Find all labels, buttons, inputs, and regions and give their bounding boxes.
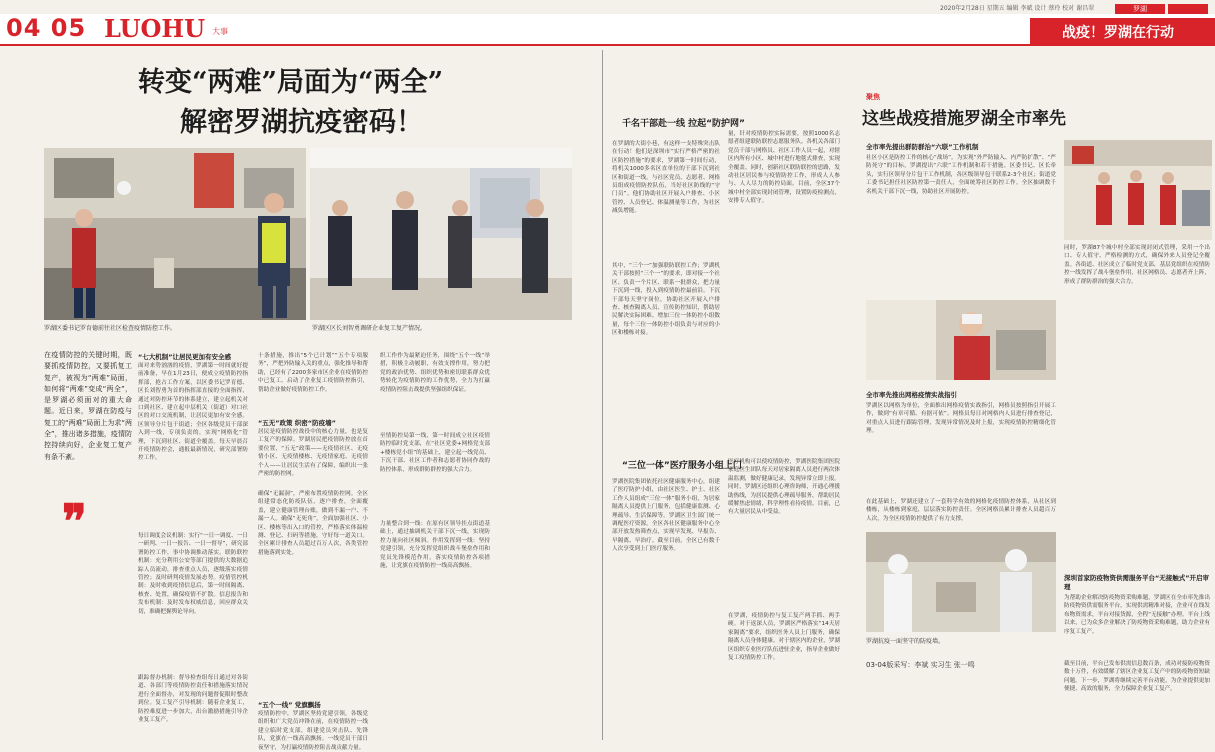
- right-column-3: 为帮助企业解决防疫物资采购难题，罗湖区在全市率先推出防疫物资供需服务平台，实现供需精准对接，企业可在线发布物资需求，平台对接货源，全程“无接触”办理。平台上线以来，已为众多企业解决了防疫物资采购难题，助力企业有序复工复产。: [1064, 595, 1210, 635]
- middle-column-1: 在罗湖的大街小巷，有这样一支特殊突击队在行动！他们是深圳市“实行严格严密的社区防控措施”的要求，罗湖第一时间行动，将机关1000多名区直单位的干部下沉到社区和街道一线，与社区党员、志愿者、网格员组成疫情防控队伍，当好社区防线的“守门员”。他们协助社区开展入户排查、小区管控、人员登记、体温测量等工作，为社区减负增能。: [612, 141, 720, 215]
- subhead-five-frontlines: “五个一线” 党旗飘扬: [258, 701, 321, 709]
- article-column-3c: 力量整合到一线：在原有区领导挂点街道基础上，通过抽调机关干部下沉一线，实现防控力量向社区倾斜。作用发挥到一线：坚持党建引领，充分发挥党组织战斗堡垒作用和党员先锋模范作用，落实疫情防控各项措施，让党旗在疫情防控一线高高飘扬。: [380, 521, 490, 570]
- article-column-2b: 居民是疫情防控战役中的核心力量，也是复工复产的保障。罗湖居民把疫情防控放在首要位置，“五无”政策——无疫情社区、无疫情小区、无疫情楼栋、无疫情家庭、无疫情个人——让居民生活有了保障，编织出一张严密的防控网。: [258, 429, 368, 478]
- right-column-1a: 社区小区是防控工作的核心“战场”。为实现“外严防输入、内严防扩散”、“严防死守”的目标，罗湖提出“六联”工作机制和若干措施。区委书记、区长牵头，实行区领导分片包干工作机制，各区级领导包干联系2-3个社区；街道党工委书记担任社区防控第一责任人，全面统筹社区防控工作。全区抽调数千名机关干部下沉一线，协助社区开展防控。: [866, 155, 1056, 195]
- photo-community-volunteers: [1064, 140, 1212, 240]
- newspaper-logo: 罗湖: [1115, 4, 1165, 14]
- photo-medical-worker: [866, 300, 1056, 380]
- right-column-2a: 罗湖区以网格为单位，全面推出网格疫情实战指引，网格员按照指引开展工作，做到“有章可循、有据可依”。网格员每日对网格内人员进行排查登记，对重点人员进行跟踪管理，发现异常情况及时上报，实现疫情防控精细化管理。: [866, 403, 1056, 435]
- subhead-five-no-policy: “五无”政策 织密“防疫墙”: [258, 419, 336, 427]
- middle-column-4: 罗湖医院集团依托社区健康服务中心，组建了医疗防护小组，由社区医生、护士、社区工作人员组成“三位一体”服务小组，为居家隔离人员提供上门服务，包括健康监测、心理疏导、生活保障等。罗湖区卫生部门统一调配医疗资源，全区各社区健康服务中心全部开放发热筛查点，实现早发现、早报告、早隔离、早治疗。截至目前，全区已有数千人次享受到上门医疗服务。: [612, 479, 720, 553]
- article-column-2a: 十条措施，推出“5个已计划”“五个专项服务”，严把外防输入关的重点，强化推导和帮助，已经有了2200多家市区企业在疫情防控中已复工。启动了企业复工疫情防控指引，帮助企业做好疫情防控工作。: [258, 353, 368, 393]
- middle-column-6: 在罗湖，疫情防控与复工复产两手抓、两手硬。对于返深人员，罗湖区严格落实“14天居家隔离”要求，组织医务人员上门服务，确保隔离人员身体健康。对于辖区内的企业，罗湖区组织专业医疗队伍进驻企业，指导企业做好复工疫情防控工作。: [728, 613, 840, 662]
- subhead-seven-mechanisms: “七大机制”让居民更加有安全感: [138, 353, 232, 361]
- right-photo-caption: 罗湖抗疫一面坚守的防疫墙。: [866, 638, 945, 645]
- right-column-4: 截至目前，平台已发布供需信息数百条，成功对接防疫物资数十万件，有效缓解了辖区企业复工复产中的防疫物资短缺问题。下一步，罗湖将继续完善平台功能，为企业提供更加便捷、高效的服务，全力保障企业复工复产。: [1064, 661, 1210, 693]
- right-column-2b: 在此基础上，罗湖还建立了一套科学有效的网格化疫情防控体系，从社区到楼栋，从楼栋到家庭，层层落实防控责任。全区网格员累计排查人员超百万人次，为全区疫情防控提供了有力支撑。: [866, 499, 1056, 522]
- focus-label: 聚焦: [866, 93, 880, 101]
- logo-icon: [1168, 4, 1208, 14]
- section-tag: 大事: [212, 27, 228, 36]
- article-column-1a: 面对来势汹汹的疫情，罗湖第一时间就好提前准备，早在1月23日，便成立疫情防控指挥部，抢占工作方案，以区委书记罗育德、区长刘智勇为首的指挥部直接的全面指挥，通过对防控环节的体系建立，建立起机关对口到社区、建立起中层机关（街道）对口社区的对口交流机制，让居民更加有安全感。区领导分片包干街道；全区各级党员干部深入到一线，专项负责的，实现“网格化”管理，下沉到社区、街道全覆盖。每天早晨召开疫情防控会，通报最新情况，研究部署防控工作。: [138, 363, 248, 462]
- article-column-2d: 疫情防控中，罗湖区坚持党建引领，各级党组织和广大党员冲锋在前，在疫情防控一线建立临时党支部，组建党员突击队、先锋队，党旗在一线高高飘扬。一线党员干部日夜坚守，为打赢疫情防控阻击战贡献力量。: [258, 711, 368, 751]
- right-column-1b: 同时，罗湖87个城中村全部实现封闭式管理，采用一个出口、专人值守、严格检测的方式，确保外来人员登记全覆盖。各街道、社区成立了临时党支部，基层党组织在疫情防控一线发挥了战斗堡垒作用，社区网格员、志愿者齐上阵，形成了群防群治的强大合力。: [1064, 245, 1210, 285]
- right-headline: 这些战疫措施罗湖全市率先: [862, 109, 1066, 129]
- main-headline-line-1: 转变“两难”局面为“两全”: [138, 67, 444, 98]
- article-column-1c: 跟踪督办机制：督导检查组每日通过对各街道、各部门等疫情防控责任和措施落实情况进行全面督办，对发现的问题督促限时整改到位。复工复产引导机制：随着企业复工，防控难度进一步加大，出台激励措施引导企业复工复产。: [138, 675, 248, 724]
- article-column-1b: 每日调度会议机制：实行“一日一调度、一日一研判、一日一报告、一日一督导”，研究部署防控工作，事中协调推动落实。联防联控机制：充分利用公安等部门提供的大数据追踪人员流动，排查重点人员，逐级落实疫情管控；及时研判疫情发展态势。疫情管控机制：及时收到疫情信息后，第一时间隔离、核查、处置，确保疫情不扩散。信息报告和发布机制：及时发布权威信息，回应群众关切，准确把握舆论导向。: [138, 533, 248, 615]
- intro-text: 在疫情防控的关键时期，既要抓疫情防控，又要抓复工复产，被视为“两难”局面，如何将“两难”变成“两全”，是罗湖必须面对的重大命题。近日来，罗湖在防疫与复工的“两难”局面上为求“两全”，推出诸多措施，疫情防控持续向好，企业复工复产有条不紊。: [44, 351, 132, 461]
- subhead-six-links: 全市率先提出群防群治“六联”工作机制: [866, 143, 979, 151]
- middle-column-5: 医疗机构可以使疫情防控，罗湖医院集团医院家庭医生团队每天对居家隔离人员进行两次体温监测，做好健康记录，发现异常立即上报。同时，罗湖区还组织心理咨询师，开通心理援助热线，为居民提供心理疏导服务，帮助居民缓解焦虑情绪，科学理性看待疫情。目前，已有大量居民从中受益。: [728, 459, 840, 516]
- photo-party-secretary-inspection: [44, 148, 306, 320]
- article-column-2c: 确保“无漏洞”，严密布置疫情防控网。全区组建常态化防疫队伍，逐户排查，全面覆盖，建立健康管理台账，做到不漏一户、不漏一人。确保“无死角”，全面加强社区、小区、楼栋等出入口的管控，严格落实体温检测、登记、扫码等措施，守好每一道关口。全区累计排查人员超过百万人次，各类管控措施落到实处。: [258, 491, 368, 556]
- page-number: 04 05: [6, 14, 87, 42]
- subhead-grid-guide: 全市率先推出网格疫情实战指引: [866, 391, 957, 399]
- page-divider: [602, 50, 603, 740]
- banner-title: 战疫！罗湖在行动: [1062, 25, 1174, 41]
- quote-mark-icon: ❞: [62, 494, 87, 548]
- subhead-supply-platform: 深圳首家防疫物资供需服务平台“无接触式”开启审理: [1064, 574, 1210, 591]
- middle-column-2: 其中，“三个一”加强联防联控工作；罗湖机关干部按照“三个一”的要求，即对接一个社区、负责一个片区、联系一批群众，把力量下沉到一线，投入到疫情防控最前沿。下沉干部每天坚守岗位，协助社区开展入户排查、核查隔离人员、宣传防控知识，帮助居民解决实际困难。增加三位一体防控小组数量，每个三位一体防控小组负责与对应的小区和楼栋对接。: [612, 263, 720, 337]
- photo-protective-workers: [866, 532, 1056, 632]
- article-column-3b: 至情防控局第一线，第一时间成立社区疫情防控临时党支部，在“社区党委+网格党支部+楼栋党小组”的基础上，建立起一线党员、下沉干部、社区工作者和志愿者协同作战的防控体系，形成群防群控的强大合力。: [380, 433, 490, 473]
- middle-column-3: 量，针对疫情防控实际需要，按照1000名志愿者组建联防联控志愿服务队。各机关各部门党员干部与网格员、社区工作人员一起，对辖区内所有小区、城中村进行地毯式排查，实现全覆盖。同时，创新社区联防联控的思路，发动社区居民参与疫情防控工作，形成人人参与、人人尽力的防控局面。目前，全区37个城中村全部实现封闭管理，设置防疫检测点，安排专人值守。: [728, 131, 840, 205]
- header-meta: 2020年2月28日 星期五 编辑 李斌 设计 蔡玲 校对 谢昌翠: [940, 5, 1095, 12]
- photo-caption-2: 罗湖区区长刘智勇调研企业复工复产情况。: [312, 325, 427, 332]
- photo-caption-1: 罗湖区委书记罗育德前往社区检查疫情防控工作。: [44, 325, 177, 332]
- article-column-3a: 织工作作为最紧迫任务，围绕“五个一线”举措，积极主动履职，有效支撑作用，努力把党的政治优势、组织优势和密切联系群众优势转化为疫情防控的工作优势，全力为打赢疫情防控阻击战提供坚强组织保证。: [380, 353, 490, 393]
- subhead-cadres-frontline: 千名干部赴一线 拉起“防护网”: [622, 119, 745, 129]
- photo-district-mayor-enterprise: [310, 148, 572, 320]
- main-headline-line-2: 解密罗湖抗疫密码！: [180, 107, 423, 138]
- brand-name: LUOHU: [104, 14, 206, 43]
- byline: 03-04版采写：李斌 实习生 张一鸣: [866, 661, 975, 669]
- subhead-three-in-one: “三位一体”医疗服务小组上门: [622, 461, 742, 471]
